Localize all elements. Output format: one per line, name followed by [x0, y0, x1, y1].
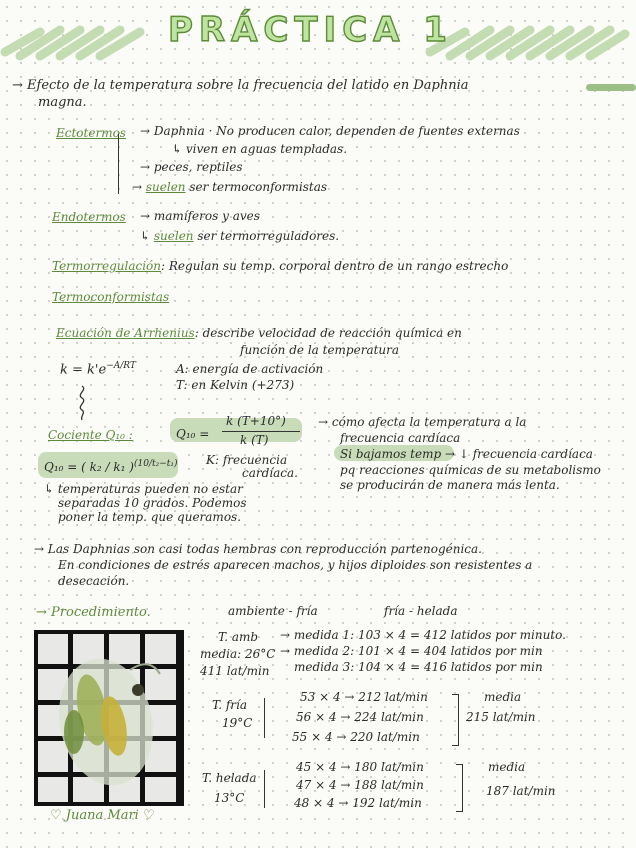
helada-measure-3: 48 × 4 → 192 lat/min: [294, 796, 422, 810]
helada-bracket: [264, 770, 271, 808]
squiggle-arrow: [74, 384, 90, 424]
fria-measure-3: 55 × 4 → 220 lat/min: [292, 730, 420, 744]
page-title: PRÁCTICA 1: [168, 10, 453, 50]
temp-note-2: separadas 10 grados. Podemos: [58, 496, 247, 510]
fria-media: media: [484, 690, 522, 704]
k-note-2: cardíaca.: [242, 466, 298, 480]
ectotermos-label: Ectotermos: [56, 126, 126, 140]
q10-right-3: Si bajamos temp → ↓ frecuencia cardíaca: [340, 447, 593, 461]
q10-lhs: Q₁₀ =: [176, 427, 210, 441]
daphnias-line-2: En condiciones de estrés aparecen machos, y hijos diploides son resistentes a: [58, 558, 533, 572]
ectotermos-line-3: → peces, reptiles: [140, 160, 243, 174]
helada-temp: 13°C: [214, 791, 245, 805]
amb-label: T. amb: [218, 630, 259, 644]
amb-measure-3: medida 3: 104 × 4 = 416 latidos por min: [294, 660, 543, 674]
amb-measure-1: → medida 1: 103 × 4 = 412 latidos por minuto.: [280, 628, 566, 642]
q10-formula: Q₁₀ = ( k₂ / k₁ )$^{(10/t_2-t_1)}$: [44, 459, 178, 474]
helada-media-value: 187 lat/min: [486, 784, 556, 798]
fria-label: T. fría: [212, 698, 248, 712]
termorregulacion-line: Termorregulación: Regulan su temp. corporal dentro de un rango estrecho: [52, 259, 509, 273]
amb-media: media: 26°C: [200, 647, 276, 661]
q10-right-1: → cómo afecta la temperatura a la: [318, 415, 527, 429]
temp-note-3: poner la temp. que queramos.: [58, 510, 242, 524]
amb-measure-2: → medida 2: 101 × 4 = 404 latidos por min: [280, 644, 543, 658]
daphnias-line-1: → Las Daphnias son casi todas hembras con reproducción partenogénica.: [34, 542, 482, 556]
procedimiento-label: → Procedimiento.: [36, 605, 151, 620]
helada-measure-1: 45 × 4 → 180 lat/min: [296, 760, 424, 774]
helada-right-bracket: [456, 764, 463, 812]
helada-measure-2: 47 × 4 → 188 lat/min: [296, 778, 424, 792]
endotermos-line-2: ↳ suelen ser termorreguladores.: [140, 229, 340, 243]
header-ambiente-fria: ambiente - fría: [228, 604, 318, 618]
intro-line-2: magna.: [38, 95, 87, 110]
helada-label: T. helada: [202, 771, 257, 785]
q10-right-4: pq reacciones químicas de su metabolismo: [340, 463, 601, 477]
ectotermos-line-1: → Daphnia · No producen calor, dependen de fuentes externas: [140, 124, 520, 138]
q10-right-5: se producirán de manera más lenta.: [340, 478, 560, 492]
signature: ♡ Juana Mari ♡: [50, 808, 155, 823]
temp-note-1: ↳ temperaturas pueden no estar: [44, 482, 243, 496]
ectotermos-bracket: [118, 134, 127, 194]
daphnias-line-3: desecación.: [58, 574, 130, 588]
arrhenius-line-2: función de la temperatura: [240, 343, 400, 357]
fria-measure-1: 53 × 4 → 212 lat/min: [300, 690, 428, 704]
arrhenius-t: T: en Kelvin (+273): [176, 378, 295, 392]
amb-media-value: 411 lat/min: [200, 664, 270, 678]
fraction-bar: [222, 431, 300, 432]
fria-right-bracket: [452, 694, 459, 746]
daphnia-photo: [34, 630, 184, 806]
helada-media: media: [488, 760, 526, 774]
fria-temp: 19°C: [222, 716, 253, 730]
fria-measure-2: 56 × 4 → 224 lat/min: [296, 710, 424, 724]
q10-numerator: k (T+10°): [226, 414, 286, 428]
ectotermos-line-4: → suelen ser termoconformistas: [132, 180, 328, 194]
intro-highlight: [586, 84, 636, 91]
q10-denominator: k (T): [240, 433, 269, 447]
arrhenius-line-1: Ecuación de Arrhenius: describe velocidad de reacción química en: [56, 326, 462, 340]
termoconformistas-label: Termoconformistas: [52, 290, 170, 304]
fria-bracket: [264, 698, 271, 738]
endotermos-line-1: → mamíferos y aves: [140, 209, 260, 223]
header-fria-helada: fría - helada: [384, 604, 458, 618]
endotermos-label: Endotermos: [52, 210, 126, 224]
arrhenius-a: A: energía de activación: [176, 362, 324, 376]
intro-line-1: → Efecto de la temperatura sobre la frecuencia del latido en Daphnia: [12, 78, 469, 93]
fria-media-value: 215 lat/min: [466, 710, 536, 724]
arrhenius-formula: $k = k'e^{-A/RT}$: [60, 361, 136, 378]
k-note-1: K: frecuencia: [206, 453, 288, 467]
q10-right-2: frecuencia cardíaca: [340, 431, 461, 445]
cociente-label: Cociente Q₁₀ :: [48, 428, 133, 442]
ectotermos-line-2: ↳ viven en aguas templadas.: [172, 142, 348, 156]
